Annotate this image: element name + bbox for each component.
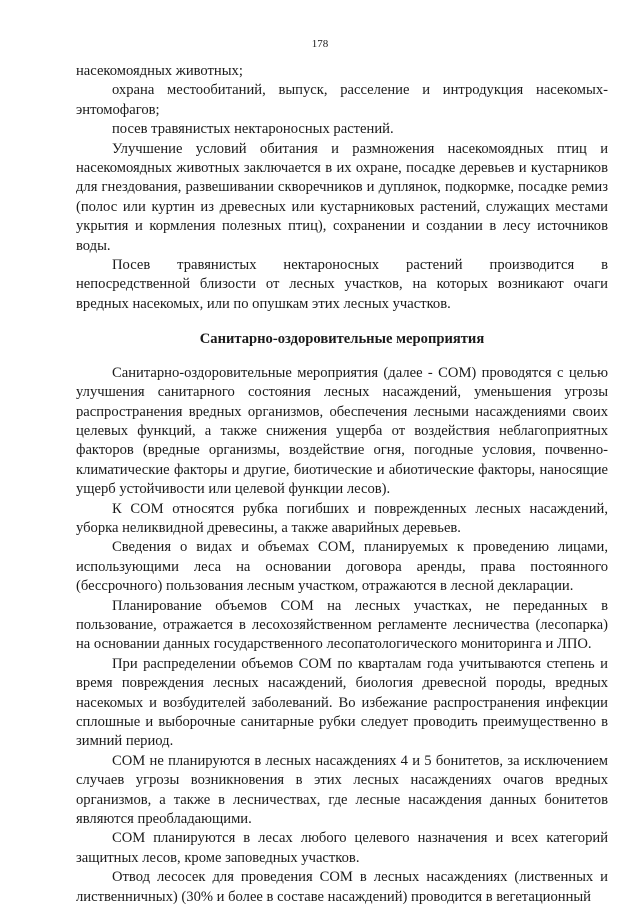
list-item: охрана местообитаний, выпуск, расселение и интродукция насекомых-энтомофагов; <box>76 82 608 118</box>
paragraph: Улучшение условий обитания и размножения насекомоядных птиц и насекомоядных животных заключается в их охране, посадке деревьев и кустарников для гнездования, развешивании скворечников и дуплянок, подкормке, посадке ремиз (полос или куртин из древесных или кустарниковых растений, служащих местами укрытия и кормления полезных птиц), сохранении и создании в лесу источников воды. <box>76 140 608 254</box>
paragraph: Отвод лесосек для проведения СОМ в лесных насаждениях (лиственных и лиственничных) (30% и более в составе насаждений) проводится в вегетационный <box>76 869 608 905</box>
list-item: посев травянистых нектароносных растений. <box>112 121 394 138</box>
paragraph: К СОМ относятся рубка погибших и поврежденных лесных насаждений, уборка неликвидной древесины, а также аварийных деревьев. <box>76 500 608 536</box>
paragraph: Сведения о видах и объемах СОМ, планируемых к проведению лицами, использующими леса на основании договора аренды, права постоянного (бессрочного) пользования лесным участком, отражаются в лесной декларации. <box>76 539 608 595</box>
paragraph: Планирование объемов СОМ на лесных участках, не переданных в пользование, отражается в лесохозяйственном регламенте лесничества (лесопарка) на основании данных государственного лесопатологического мониторинга и ЛПО. <box>76 597 608 653</box>
section-heading: Санитарно-оздоровительные мероприятия <box>199 331 485 348</box>
document-body <box>76 62 608 907</box>
paragraph: Посев травянистых нектароносных растений производится в непосредственной близости от лесных участков, на которых возникают очаги вредных насекомых, или по опушкам этих лесных участков. <box>76 257 608 312</box>
paragraph: Санитарно-оздоровительные мероприятия (далее - СОМ) проводятся с целью улучшения санитарного состояния лесных насаждений, уменьшения угрозы распространения вредных организмов, обеспечения лесными насаждениями своих целевых функций, а также снижения ущерба от воздействия неблагоприятных факторов (вредные организмы, воздействие огня, погодные условия, почвенно-климатические факторы и другие, биотические и абиотические факторы, наносящие ущерб устойчивости или целевой функции лесов). <box>76 364 608 498</box>
page-number: 178 <box>311 38 329 50</box>
paragraph: СОМ не планируются в лесных насаждениях 4 и 5 бонитетов, за исключением случаев угрозы возникновения в этих лесных насаждениях очагов вредных организмов, а также в лесничествах, где лесные насаждения данных бонитетов являются преобладающими. <box>76 752 608 828</box>
paragraph: При распределении объемов СОМ по кварталам года учитываются степень и время повреждения лесных насаждений, биология древесной породы, вредных насекомых и возбудителей заболеваний. Во избежание распространения инфекции сплошные и выборочные санитарные рубки следует проводить преимущественно в зимний период. <box>76 655 608 750</box>
paragraph: СОМ планируются в лесах любого целевого назначения и всех категорий защитных лесов, кроме заповедных участков. <box>76 830 608 866</box>
paragraph-continuation: насекомоядных животных; <box>76 63 243 79</box>
